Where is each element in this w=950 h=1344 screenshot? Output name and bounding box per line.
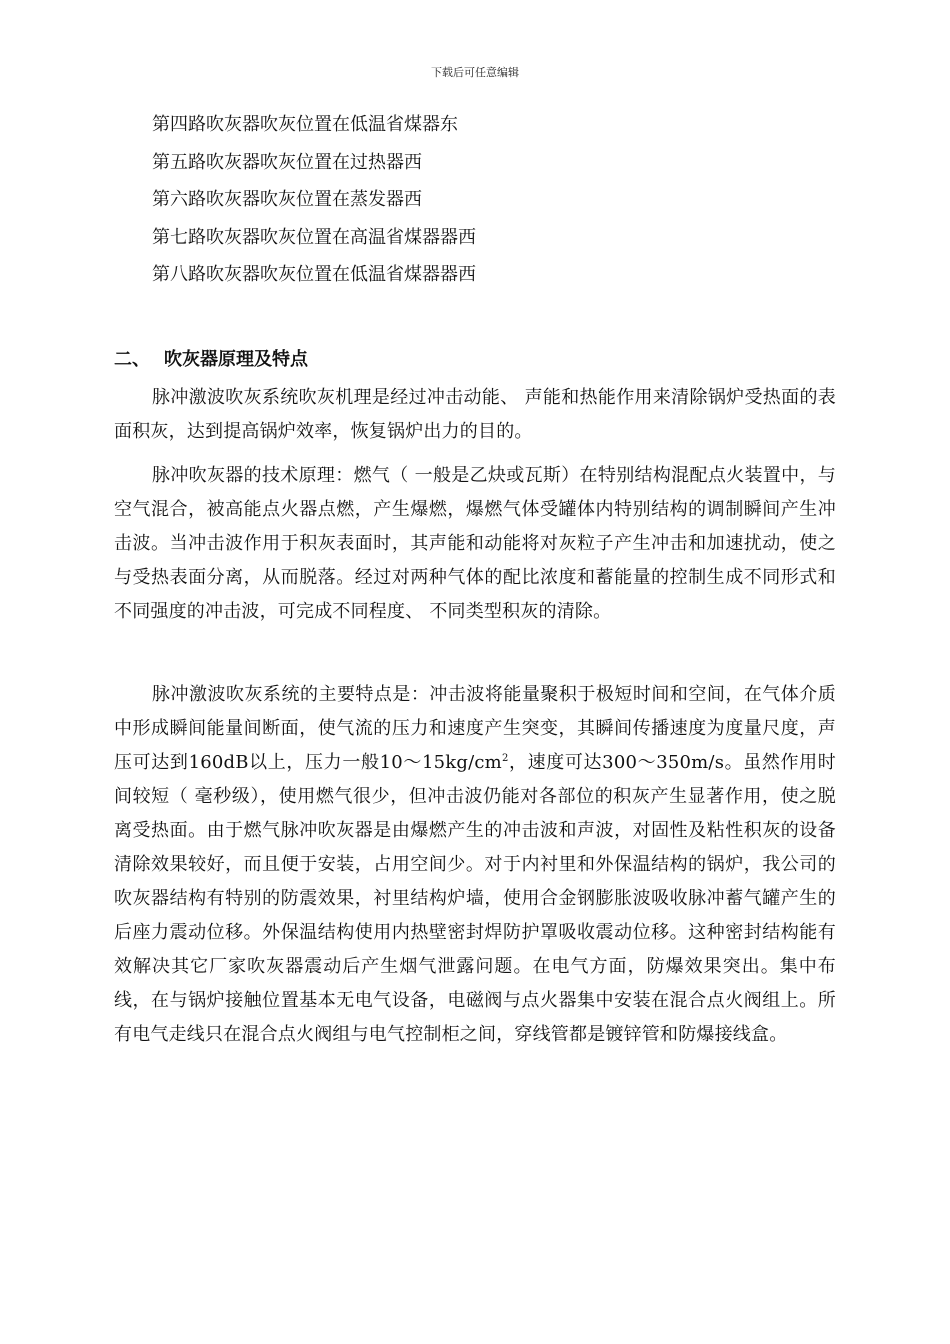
list-item: 第六路吹灰器吹灰位置在蒸发器西 [152,189,422,210]
blower-route-list [152,111,476,299]
list-item: 第七路吹灰器吹灰位置在高温省煤器器西 [152,226,476,248]
list-item: 第八路吹灰器吹灰位置在低温省煤器器西 [152,264,476,285]
section-title-text: 吹灰器原理及特点 [164,349,308,370]
paragraph-mechanism: 脉冲激波吹灰系统吹灰机理是经过冲击动能、 声能和热能作用来清除锅炉受热面的表面积灰，达到提高锅炉效率，恢复锅炉出力的目的。 [114,387,836,442]
section-heading [114,346,308,374]
unit-superscript: 2 [501,753,509,764]
page-header-note: 下载后可任意编辑 [431,66,519,79]
paragraph-main-features [114,678,836,1052]
list-item: 第五路吹灰器吹灰位置在过热器西 [152,151,422,173]
features-text-part-1: 脉冲激波吹灰系统的主要特点是：冲击波将能量聚积于极短时间和空间，在气体介质中形成瞬间能量间断面，使气流的压力和速度产生突变，其瞬间传播速度为度量尺度，声压可达到160dB以上，压力一般10～15kg/cm [114,684,836,773]
list-item: 第四路吹灰器吹灰位置在低温省煤器东 [152,114,458,135]
section-number: 二、 [114,349,150,370]
paragraph-technical-principle: 脉冲吹灰器的技术原理：燃气（ 一般是乙炔或瓦斯）在特别结构混配点火装置中，与空气混合，被高能点火器点燃，产生爆燃，爆燃气体受罐体内特别结构的调制瞬间产生冲击波。当冲击波作用于积灰表面时，其声能和动能将对灰粒子产生冲击和加速扰动，使之与受热表面分离，从而脱落。经过对两种气体的配比浓度和蓄能量的控制生成不同形式和不同强度的冲击波，可完成不同程度、 不同类型积灰的清除。 [114,465,836,622]
features-text-part-2: ，速度可达300～350m/s。虽然作用时间较短（ 毫秒级），使用燃气很少，但冲击波仍能对各部位的积灰产生显著作用，使之脱离受热面。由于燃气脉冲吹灰器是由爆燃产生的冲击波和声波，对固性及粘性积灰的设备清除效果较好，而且便于安装，占用空间少。对于内衬里和外保温结构的锅炉，我公司的吹灰器结构有特别的防震效果，衬里结构炉墙，使用合金钢膨胀波吸收脉冲蓄气罐产生的后座力震动位移。外保温结构使用内热壁密封焊防护罩吸收震动位移。这种密封结构能有效解决其它厂家吹灰器震动后产生烟气泄露问题。在电气方面，防爆效果突出。集中布线，在与锅炉接触位置基本无电气设备，电磁阀与点火器集中安装在混合点火阀组上。所有电气走线只在混合点火阀组与电气控制柜之间，穿线管都是镀锌管和防爆接线盒。 [114,752,836,1045]
